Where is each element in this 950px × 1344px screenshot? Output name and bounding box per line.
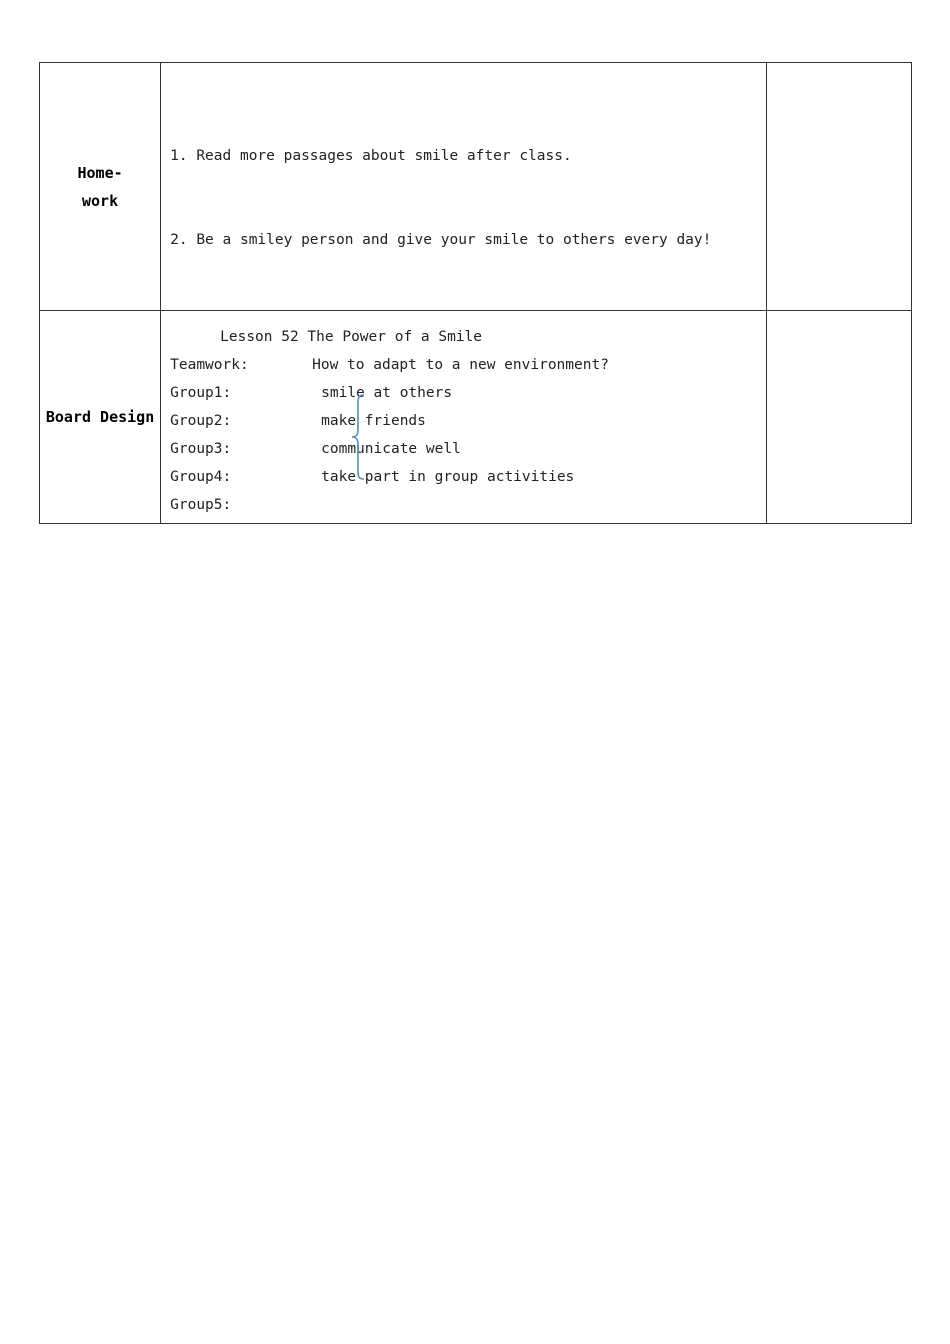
board-design-label: Board Design: [45, 408, 155, 426]
teamwork-label: Teamwork:: [170, 357, 249, 373]
board-design-note-cell: [766, 311, 911, 524]
board-design-content-cell: [161, 311, 767, 524]
homework-item: 2. Be a smiley person and give your smile to others every day!: [170, 232, 712, 248]
group-label: Group2:: [170, 413, 232, 429]
group-text: take part in group activities: [321, 469, 575, 485]
group-text: smile at others: [321, 385, 453, 401]
group-label: Group3:: [170, 441, 232, 457]
lesson-plan-table: [39, 62, 912, 524]
homework-label-line2: work: [82, 191, 119, 210]
group-label: Group5:: [170, 497, 232, 513]
group-label: Group1:: [170, 385, 232, 401]
homework-label-line1: Home-: [77, 163, 123, 182]
teamwork-question: How to adapt to a new environment?: [312, 357, 609, 373]
board-title: Lesson 52 The Power of a Smile: [220, 329, 483, 345]
group-text: make friends: [321, 413, 426, 429]
homework-row: [40, 63, 912, 311]
homework-content-cell: [161, 63, 767, 311]
homework-label-cell: [40, 63, 161, 311]
curly-brace-icon: [351, 394, 367, 480]
board-design-label-cell: [40, 311, 161, 524]
homework-note-cell: [766, 63, 911, 311]
group-label: Group4:: [170, 469, 232, 485]
homework-item: 1. Read more passages about smile after class.: [170, 148, 572, 164]
board-design-row: [40, 311, 912, 524]
group-text: communicate well: [321, 441, 461, 457]
